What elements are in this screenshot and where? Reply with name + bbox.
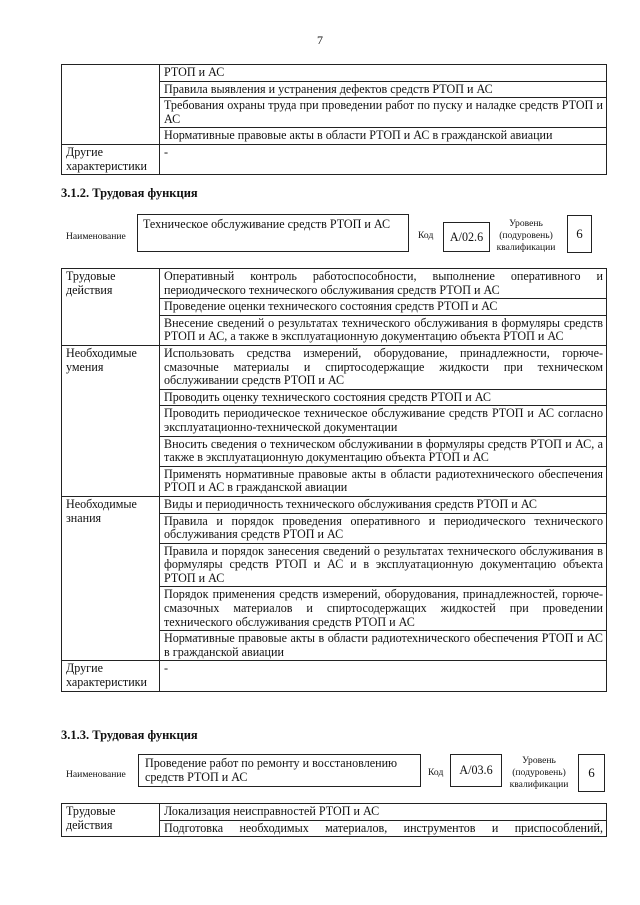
table-row [62,269,607,299]
code-box: A/02.6 [443,222,490,252]
table-row [62,496,607,513]
code-label: Код [428,767,444,778]
table-cell: Правила выявления и устранения дефектов средств РТОП и АС [160,81,607,98]
other-characteristics-value: - [160,144,607,174]
table-cell: Требования охраны труда при проведении работ по пуску и наладке средств РТОП и АС [160,98,607,128]
code-box: A/03.6 [450,754,502,787]
table-cell: Локализация неисправностей РТОП и АС [160,804,607,821]
table-cell: Порядок применения средств измерений, оборудования, принадлежностей, горюче-смазочных материалов и спиртосодержащих жидкостей при проведении технического обслуживания средств РТОП и АС [160,587,607,631]
name-label: Наименование [66,769,126,780]
labor-actions-label: Трудовые действия [62,269,160,346]
table-cell: Правила и порядок занесения сведений о результатах технического обслуживания в формуляры средств РТОП и АС и в эксплуатационную документацию объекта РТОП и АС [160,543,607,587]
table-cell: Подготовка необходимых материалов, инструментов и приспособлений, [160,820,607,837]
function-name-box: Техническое обслуживание средств РТОП и АС [137,214,409,252]
table-cell: Правила и порядок проведения оперативного и периодического технического обслуживания средств РТОП и АС [160,513,607,543]
table-cell: РТОП и АС [160,65,607,82]
table-cell: Вносить сведения о техническом обслуживании в формуляры средств РТОП и АС, а также в эксплуатационную документацию объекта РТОП и АС [160,436,607,466]
page-number: 7 [317,33,323,47]
table-cell: Проведение оценки технического состояния средств РТОП и АС [160,299,607,316]
table-row [62,144,607,174]
required-knowledge-label: Необходимые знания [62,496,160,661]
function-name-box: Проведение работ по ремонту и восстановлению средств РТОП и АС [138,754,421,787]
top-table [61,64,607,175]
table-cell: Виды и периодичность технического обслуживания средств РТОП и АС [160,496,607,513]
code-label: Код [418,230,434,241]
table-row [62,65,607,82]
table-cell: Нормативные правовые акты в области радиотехнического обеспечения РТОП и АС в гражданской авиации [160,631,607,661]
table-label-cell [62,65,160,145]
qualification-level-label: Уровень (подуровень) квалификации [509,755,569,790]
required-skills-label: Необходимые умения [62,345,160,496]
table-row [62,345,607,389]
table-cell: Нормативные правовые акты в области РТОП и АС в гражданской авиации [160,128,607,145]
table-row [62,804,607,821]
qualification-level-box: 6 [578,754,605,792]
qualification-level-label: Уровень (подуровень) квалификации [496,218,556,253]
section-heading-3-1-2: 3.1.2. Трудовая функция [61,186,198,200]
table-cell: Использовать средства измерений, оборудование, принадлежности, горюче-смазочные материалы и спиртосодержащие жидкости при техническом обслуживании средств РТОП и АС [160,345,607,389]
name-label: Наименование [66,231,126,242]
table-cell: Применять нормативные правовые акты в области радиотехнического обеспечения РТОП и АС в гражданской авиации [160,466,607,496]
table-cell: Проводить оценку технического состояния средств РТОП и АС [160,389,607,406]
table-cell: Оперативный контроль работоспособности, выполнение оперативного и периодического технического обслуживания средств РТОП и АС [160,269,607,299]
other-characteristics-label: Другие характеристики [62,661,160,691]
table-cell: Проводить периодическое техническое обслуживание средств РТОП и АС согласно эксплуатационно-технической документации [160,406,607,436]
other-characteristics-label: Другие характеристики [62,144,160,174]
qualification-level-box: 6 [567,215,592,253]
section-heading-3-1-3: 3.1.3. Трудовая функция [61,728,198,742]
table-row [62,661,607,691]
labor-actions-label: Трудовые действия [62,804,160,837]
function-table-3-1-3 [61,803,607,837]
function-table-3-1-2 [61,268,607,692]
other-characteristics-value: - [160,661,607,691]
table-cell: Внесение сведений о результатах технического обслуживания в формуляры средств РТОП и АС, а также в эксплуатационную документацию объекта РТОП и АС [160,315,607,345]
